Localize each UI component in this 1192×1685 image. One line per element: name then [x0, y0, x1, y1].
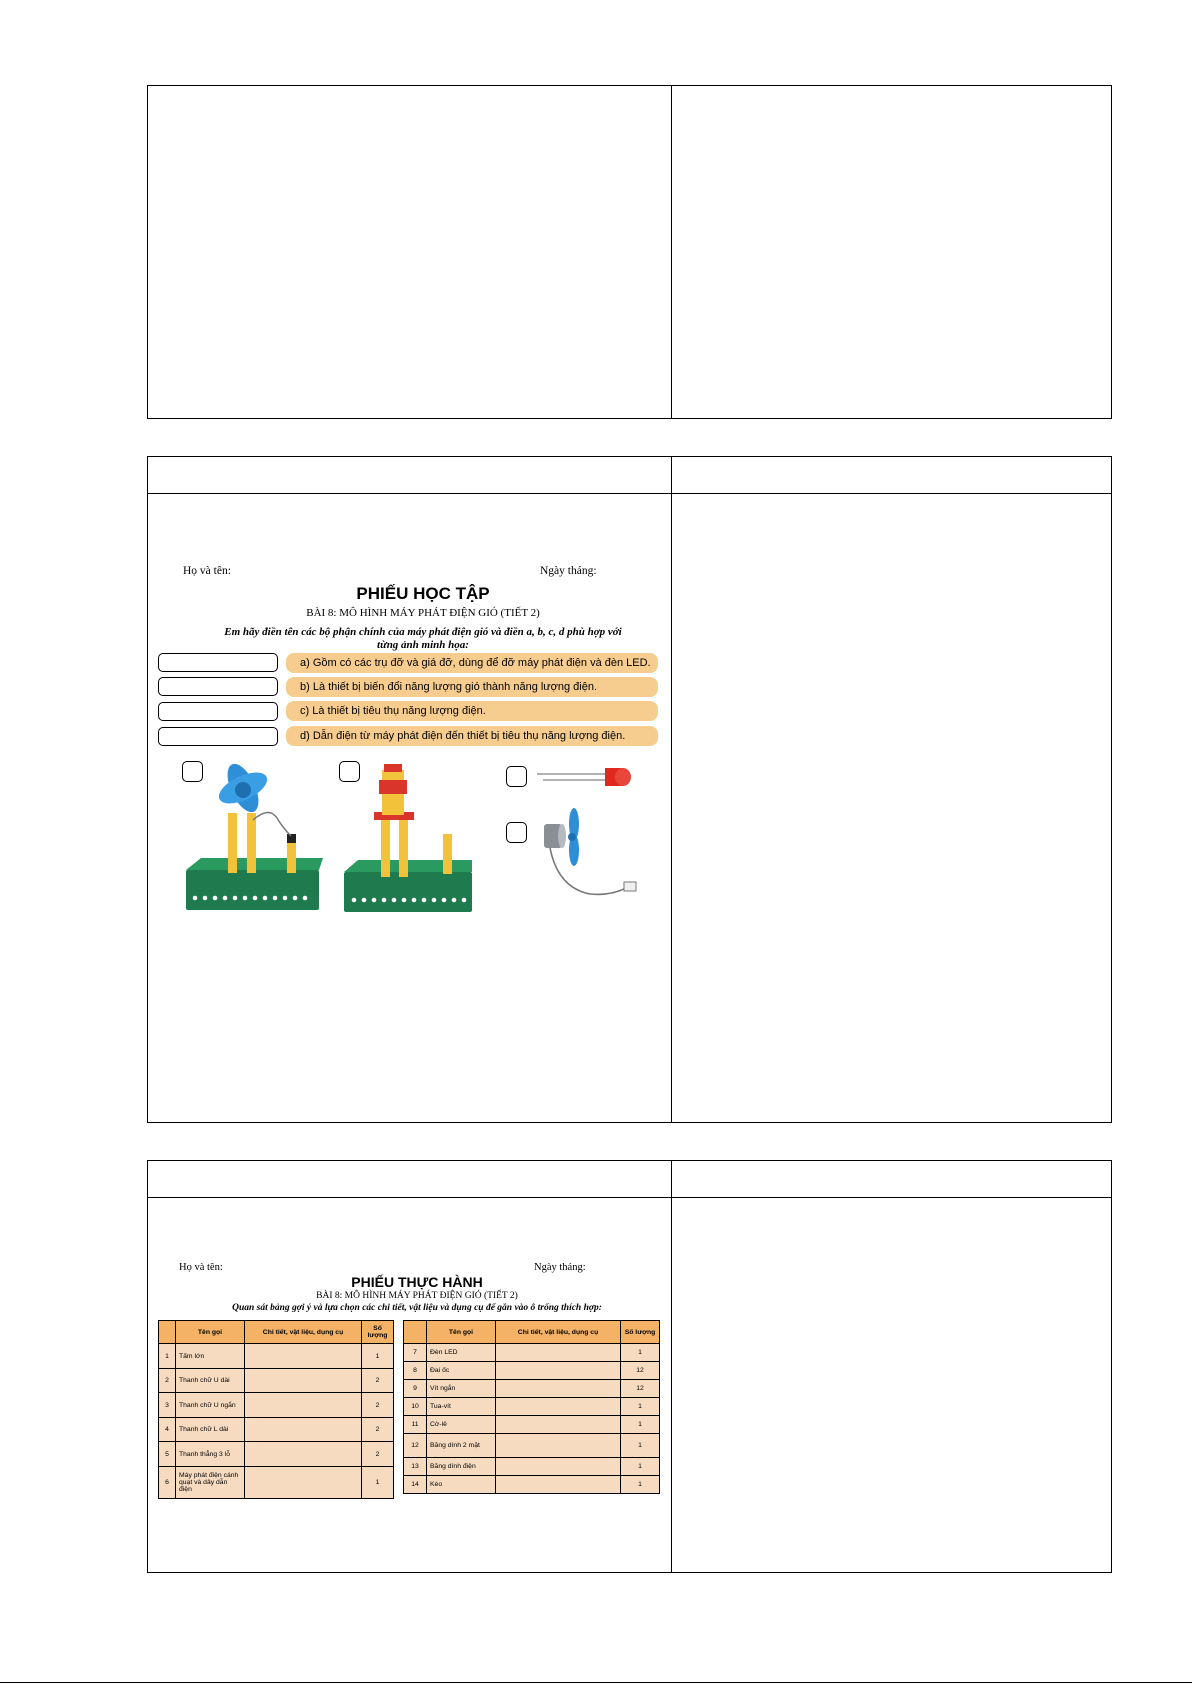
choice-a: a) Gồm có các trụ đỡ và giá đỡ, dùng để đỡ máy phát điện và đèn LED. [286, 653, 658, 673]
row-name: Đai ốc [427, 1362, 496, 1380]
ws2-date-label: Ngày tháng: [534, 1262, 586, 1273]
row-qty: 1 [621, 1344, 660, 1362]
ws2-title: PHIẾU THỰC HÀNH [351, 1274, 483, 1290]
row-name: Đèn LED [427, 1344, 496, 1362]
row-number: 6 [159, 1467, 176, 1499]
answer-blank-2[interactable] [158, 677, 278, 696]
ws2-instruction: Quan sát bảng gợi ý và lựa chọn các chi tiết, vật liệu và dụng cụ để gắn vào ô trống thích hợp: [232, 1303, 602, 1313]
row-qty: 12 [621, 1380, 660, 1398]
row-answer-cell[interactable] [496, 1344, 621, 1362]
col-qty-header: Số lượng [621, 1321, 660, 1344]
row-answer-cell[interactable] [496, 1458, 621, 1476]
instruction-line-1: Em hãy điền tên các bộ phận chính của máy phát điện gió và điền a, b, c, d phù hợp với [224, 626, 622, 638]
page-footer-line [0, 1682, 1192, 1683]
row-qty: 1 [621, 1398, 660, 1416]
row-qty: 1 [621, 1458, 660, 1476]
frame-model-image [344, 762, 474, 924]
row-answer-cell[interactable] [496, 1398, 621, 1416]
row-answer-cell[interactable] [245, 1369, 362, 1393]
date-label: Ngày tháng: [540, 565, 597, 577]
ws2-subtitle: BÀI 8: MÔ HÌNH MÁY PHÁT ĐIỆN GIÓ (TIẾT 2) [316, 1291, 518, 1301]
col-item-header: Chi tiết, vật liệu, dụng cụ [496, 1321, 621, 1344]
row-answer-cell[interactable] [496, 1362, 621, 1380]
generator-image [540, 808, 648, 908]
row-qty: 2 [362, 1418, 394, 1442]
choice-d: d) Dẫn điện từ máy phát điện đến thiết bị tiêu thụ năng lượng điện. [286, 726, 658, 746]
row-name: Thanh chữ U dài [176, 1369, 245, 1393]
row-answer-cell[interactable] [496, 1380, 621, 1398]
row-number: 11 [404, 1416, 427, 1434]
ws2-name-label: Họ và tên: [179, 1262, 223, 1273]
row-answer-cell[interactable] [245, 1344, 362, 1369]
row-number: 2 [159, 1369, 176, 1393]
row-answer-cell[interactable] [245, 1467, 362, 1499]
row-answer-cell[interactable] [245, 1393, 362, 1418]
name-label: Họ và tên: [183, 565, 231, 577]
wind-turbine-model-image [183, 758, 325, 926]
section1-table [147, 85, 1112, 419]
col-name-header: Tên gọi [427, 1321, 496, 1344]
row-qty: 2 [362, 1369, 394, 1393]
row-number: 10 [404, 1398, 427, 1416]
row-number: 14 [404, 1476, 427, 1494]
row-number: 7 [404, 1344, 427, 1362]
row-answer-cell[interactable] [245, 1418, 362, 1442]
row-qty: 12 [621, 1362, 660, 1380]
materials-table-left [158, 1320, 394, 1499]
row-number: 13 [404, 1458, 427, 1476]
row-name: Thanh chữ L dài [176, 1418, 245, 1442]
worksheet-subtitle: BÀI 8: MÔ HÌNH MÁY PHÁT ĐIỆN GIÓ (TIẾT 2) [306, 607, 540, 619]
col-name-header: Tên gọi [176, 1321, 245, 1344]
answer-blank-3[interactable] [158, 702, 278, 721]
section3-divider [671, 1160, 672, 1573]
label-circle-3[interactable] [506, 766, 527, 787]
section2-header-line [147, 493, 1112, 494]
led-image [535, 762, 635, 792]
section2-divider [671, 456, 672, 1123]
answer-blank-1[interactable] [158, 653, 278, 672]
materials-table-right [403, 1320, 660, 1494]
answer-blank-4[interactable] [158, 727, 278, 746]
row-qty: 1 [621, 1476, 660, 1494]
row-answer-cell[interactable] [496, 1434, 621, 1458]
row-name: Thanh thẳng 3 lỗ [176, 1442, 245, 1467]
row-qty: 1 [621, 1434, 660, 1458]
row-number: 3 [159, 1393, 176, 1418]
row-answer-cell[interactable] [496, 1416, 621, 1434]
label-circle-4[interactable] [506, 822, 527, 843]
row-number: 5 [159, 1442, 176, 1467]
row-name: Thanh chữ U ngắn [176, 1393, 245, 1418]
col-item-header: Chi tiết, vật liệu, dụng cụ [245, 1321, 362, 1344]
choice-b: b) Là thiết bị biến đổi năng lượng gió thành năng lượng điện. [286, 677, 658, 697]
instruction-line-2: từng ảnh minh họa: [377, 639, 469, 651]
col-qty-header: Số lượng [362, 1321, 394, 1344]
row-name: Kéo [427, 1476, 496, 1494]
row-name: Máy phát điện cánh quạt và dây dẫn điện [176, 1467, 245, 1499]
row-name: Băng dính 2 mặt [427, 1434, 496, 1458]
row-number: 8 [404, 1362, 427, 1380]
row-name: Tua-vít [427, 1398, 496, 1416]
row-name: Cờ-lê [427, 1416, 496, 1434]
row-qty: 1 [362, 1344, 394, 1369]
row-qty: 2 [362, 1393, 394, 1418]
worksheet-title: PHIẾU HỌC TẬP [356, 584, 490, 603]
section1-divider [671, 85, 672, 419]
row-qty: 1 [362, 1467, 394, 1499]
row-answer-cell[interactable] [245, 1442, 362, 1467]
worksheet-instruction [203, 626, 643, 652]
section3-header-line [147, 1197, 1112, 1198]
row-name: Băng dính điện [427, 1458, 496, 1476]
choice-c: c) Là thiết bị tiêu thụ năng lượng điện. [286, 701, 658, 721]
row-qty: 2 [362, 1442, 394, 1467]
row-number: 1 [159, 1344, 176, 1369]
row-number: 12 [404, 1434, 427, 1458]
row-number: 4 [159, 1418, 176, 1442]
row-name: Tấm lớn [176, 1344, 245, 1369]
row-number: 9 [404, 1380, 427, 1398]
row-qty: 1 [621, 1416, 660, 1434]
row-answer-cell[interactable] [496, 1476, 621, 1494]
row-name: Vít ngắn [427, 1380, 496, 1398]
